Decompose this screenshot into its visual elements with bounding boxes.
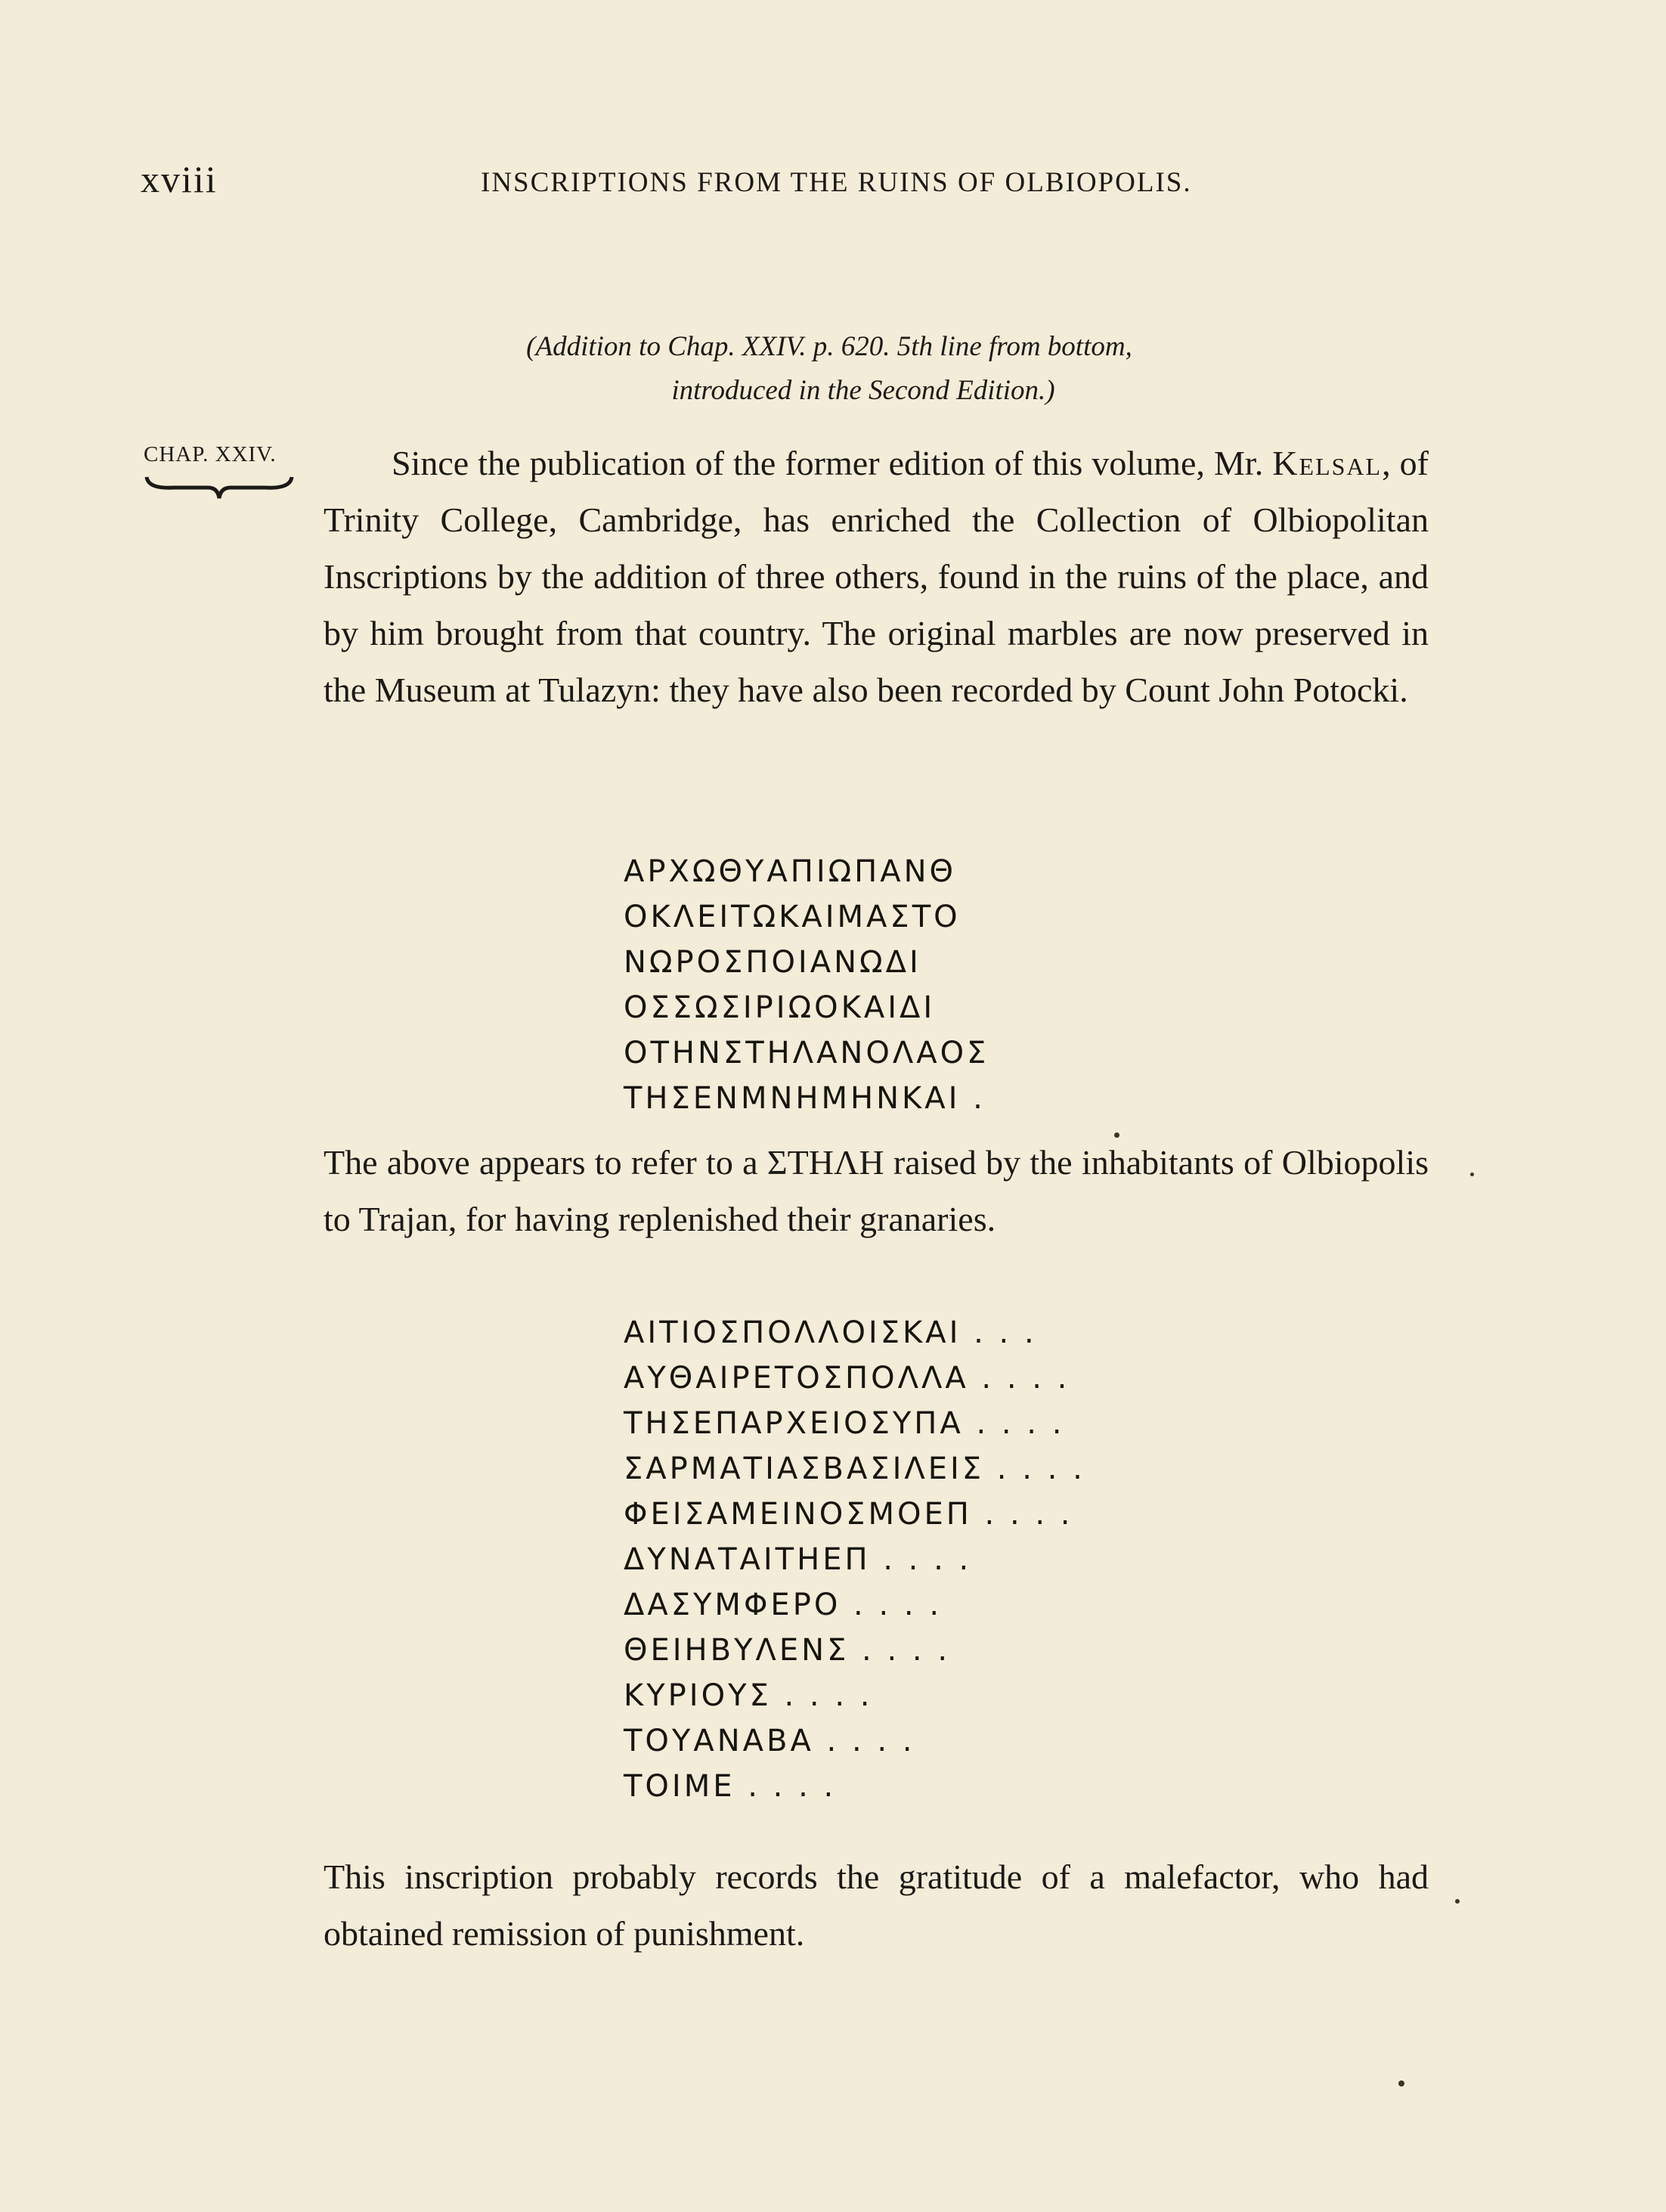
addition-note-line-1: (Addition to Chap. XXIV. p. 620. 5th line from bottom, <box>526 331 1132 362</box>
inscription-line: ΦΕΙΣΑΜΕΙΝΟΣΜΟΕΠ . . . . <box>624 1497 1073 1532</box>
page-number: xviii <box>141 158 218 200</box>
person-name-kelsal: Kelsal <box>1272 444 1383 482</box>
inscription-line: ΟΤΗΝΣΤΗΛΑΝΟΛΑΟΣ <box>624 1036 989 1070</box>
inscription-line: ΤΟΙΜΕ . . . . <box>624 1769 837 1804</box>
paper-speck <box>1470 1173 1474 1176</box>
addition-note <box>0 325 1666 413</box>
inscription-first <box>624 849 989 1121</box>
inscription-line: ΟΣΣΩΣΙΡΙΩΟΚΑΙΔΙ <box>624 990 936 1025</box>
paragraph1-after: , of Trinity College, Cambridge, has enriched the Collection of Olbiopolitan Inscriptions by the addition of three others, found in the ruins of the place, and by him brought from that country. The original marbles are now preserved in the Museum at Tulazyn: they have also been recorded by Count John Potocki. <box>324 444 1429 709</box>
inscription-line: ΤΟΥΑΝΑΒΑ . . . . <box>624 1724 915 1758</box>
inscription-line: ΑΡΧΩΘΥΑΠΙΩΠΑΝΘ <box>624 854 957 889</box>
addition-note-line-2: introduced in the Second Edition.) <box>671 375 1055 406</box>
paper-speck <box>1455 1899 1460 1904</box>
paragraph1-before: Since the publication of the former edition of this volume, Mr. <box>392 444 1273 482</box>
running-title: INSCRIPTIONS FROM THE RUINS OF OLBIOPOLIS. <box>481 167 1192 198</box>
page-header <box>141 157 1525 203</box>
inscription-line: ΘΕΙΗΒΥΛΕΝΣ . . . . <box>624 1633 951 1668</box>
inscription-line: ΤΗΣΕΠΑΡΧΕΙΟΣΥΠΑ . . . . <box>624 1406 1065 1441</box>
paragraph3-text: This inscription probably records the gratitude of a malefactor, who had obtained remission of punishment. <box>324 1857 1429 1953</box>
inscription-line: ΝΩΡΟΣΠΟΙΑΝΩΔΙ <box>624 945 921 980</box>
inscription-line: ΣΑΡΜΑΤΙΑΣΒΑΣΙΛΕΙΣ . . . . <box>624 1451 1085 1486</box>
margin-brace-ornament <box>144 472 295 503</box>
inscription-line: ΚΥΡΙΟΥΣ . . . . <box>624 1678 873 1713</box>
inscription-line: ΔΑΣΥΜΦΕΡΟ . . . . <box>624 1588 943 1622</box>
inscription-line: ΑΙΤΙΟΣΠΟΛΛΟΙΣΚΑΙ . . . <box>624 1315 1037 1350</box>
inscription-line: ΤΗΣΕΝΜΝΗΜΗΝΚΑΙ . <box>624 1081 986 1116</box>
chapter-margin-note: CHAP. XXIV. <box>144 442 277 466</box>
paper-speck <box>1114 1132 1119 1138</box>
paragraph-malefactor <box>324 1848 1429 1962</box>
inscription-line: ΑΥΘΑΙΡΕΤΟΣΠΟΛΛΑ . . . . <box>624 1361 1070 1396</box>
inscription-line: ΟΚΛΕΙΤΩΚΑΙΜΑΣΤΟ <box>624 900 961 934</box>
paragraph-publication <box>324 435 1429 718</box>
inscription-second <box>624 1310 1085 1809</box>
paper-speck <box>1398 2080 1404 2087</box>
paragraph-stele <box>324 1134 1429 1247</box>
inscription-line: ΔΥΝΑΤΑΙΤΗΕΠ . . . . <box>624 1542 972 1577</box>
paragraph2-text: The above appears to refer to a ΣΤΗΛΗ raised by the inhabitants of Olbiopolis to Trajan, for having replenished their granaries. <box>324 1143 1429 1238</box>
